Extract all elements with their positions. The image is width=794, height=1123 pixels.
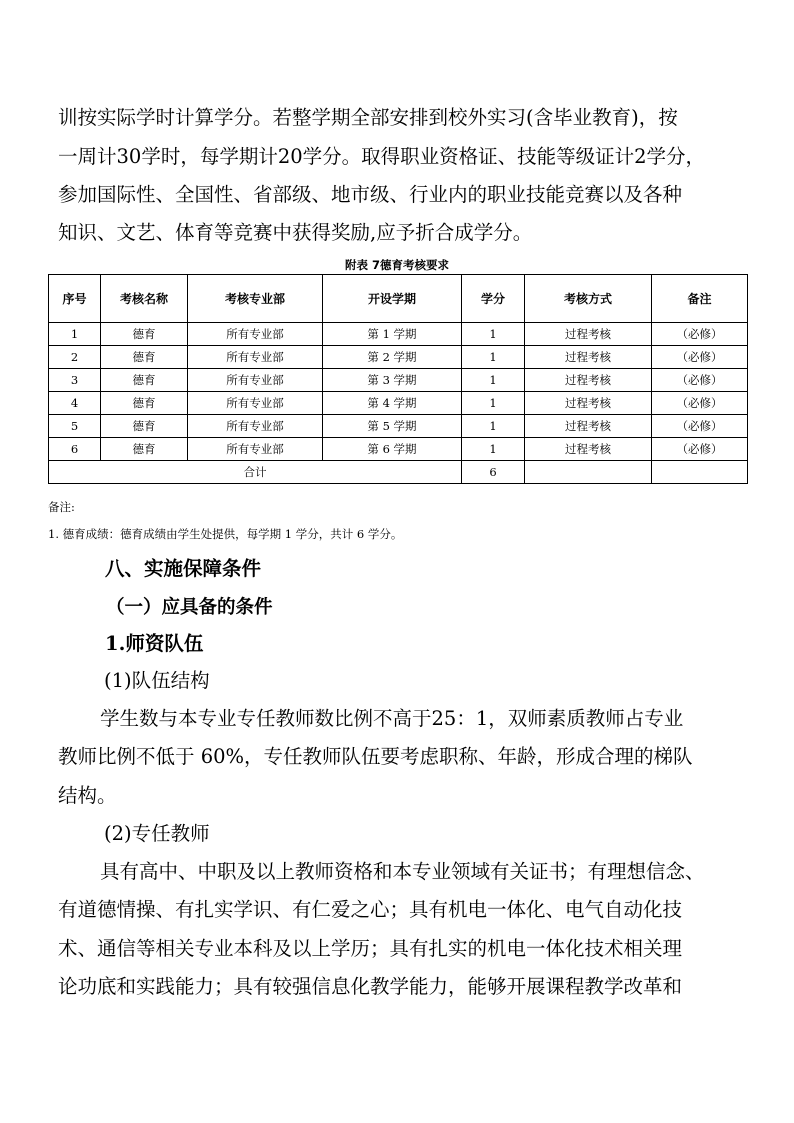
cell-department: 所有专业部 <box>188 323 323 346</box>
item-title: (1)队伍结构 <box>104 669 210 692</box>
header-remark: 备注 <box>652 275 748 323</box>
cell-index: 4 <box>49 392 101 415</box>
section-subheading: （一）应具备的条件 <box>106 597 273 618</box>
cell-semester: 第 5 学期 <box>323 415 462 438</box>
cell-department: 所有专业部 <box>188 346 323 369</box>
cell-remark: （必修） <box>652 346 748 369</box>
cell-name: 德育 <box>101 369 188 392</box>
cell-remark: （必修） <box>652 392 748 415</box>
section-subsubheading: 1.师资队伍 <box>105 632 204 655</box>
total-empty-cell <box>652 461 748 484</box>
cell-semester: 第 6 学期 <box>323 438 462 461</box>
table-row <box>49 369 748 392</box>
cell-index: 5 <box>49 415 101 438</box>
paragraph-line: 有道德情操、有扎实学识、有仁爱之心；具有机电一体化、电气自动化技 <box>58 898 683 921</box>
header-semester: 开设学期 <box>323 275 462 323</box>
cell-name: 德育 <box>101 438 188 461</box>
header-name: 考核名称 <box>101 275 188 323</box>
notes-item: 1. 德育成绩：德育成绩由学生处提供，每学期 1 学分，共计 6 学分。 <box>48 527 403 541</box>
table-caption: 附表 7德育考核要求 <box>344 258 449 272</box>
header-method: 考核方式 <box>525 275 652 323</box>
cell-remark: （必修） <box>652 369 748 392</box>
paragraph-line: 术、通信等相关专业本科及以上学历；具有扎实的机电一体化技术相关理 <box>58 937 683 960</box>
cell-index: 1 <box>49 323 101 346</box>
table-row <box>49 415 748 438</box>
paragraph-line: 学生数与本专业专任教师数比例不高于25：1，双师素质教师占专业 <box>100 707 684 730</box>
section-heading: 八、实施保障条件 <box>105 557 262 580</box>
paragraph-line: 具有高中、中职及以上教师资格和本专业领域有关证书；有理想信念、 <box>100 860 705 883</box>
cell-name: 德育 <box>101 415 188 438</box>
paragraph-line: 一周计30学时，每学期计20学分。取得职业资格证、技能等级证计2学分， <box>58 145 706 168</box>
paragraph-line: 结构。 <box>58 784 117 807</box>
cell-index: 6 <box>49 438 101 461</box>
cell-department: 所有专业部 <box>188 415 323 438</box>
paragraph-line: 参加国际性、全国性、省部级、地市级、行业内的职业技能竞赛以及各种 <box>58 183 683 206</box>
cell-semester: 第 2 学期 <box>323 346 462 369</box>
cell-credits: 1 <box>462 415 525 438</box>
cell-semester: 第 1 学期 <box>323 323 462 346</box>
moral-education-table <box>48 274 748 484</box>
cell-index: 2 <box>49 346 101 369</box>
total-empty-cell <box>525 461 652 484</box>
cell-method: 过程考核 <box>525 369 652 392</box>
cell-method: 过程考核 <box>525 438 652 461</box>
cell-semester: 第 4 学期 <box>323 392 462 415</box>
total-credits: 6 <box>462 461 525 484</box>
cell-remark: （必修） <box>652 323 748 346</box>
cell-department: 所有专业部 <box>188 392 323 415</box>
paragraph-line: 教师比例不低于 60%，专任教师队伍要考虑职称、年龄，形成合理的梯队 <box>58 745 693 768</box>
table-row <box>49 323 748 346</box>
table-row <box>49 392 748 415</box>
cell-remark: （必修） <box>652 438 748 461</box>
paragraph-line: 训按实际学时计算学分。若整学期全部安排到校外实习(含毕业教育)，按 <box>58 106 678 129</box>
cell-credits: 1 <box>462 323 525 346</box>
item-title: (2)专任教师 <box>104 822 210 845</box>
table-row <box>49 438 748 461</box>
table-header-row <box>49 275 748 323</box>
cell-name: 德育 <box>101 346 188 369</box>
cell-method: 过程考核 <box>525 415 652 438</box>
cell-name: 德育 <box>101 392 188 415</box>
header-department: 考核专业部 <box>188 275 323 323</box>
cell-department: 所有专业部 <box>188 438 323 461</box>
notes-title: 备注: <box>48 500 75 514</box>
paragraph-line: 知识、文艺、体育等竞赛中获得奖励,应予折合成学分。 <box>58 221 533 244</box>
total-label: 合计 <box>49 461 462 484</box>
cell-department: 所有专业部 <box>188 369 323 392</box>
cell-semester: 第 3 学期 <box>323 369 462 392</box>
table-total-row <box>49 461 748 484</box>
cell-credits: 1 <box>462 369 525 392</box>
cell-credits: 1 <box>462 438 525 461</box>
header-index: 序号 <box>49 275 101 323</box>
cell-credits: 1 <box>462 392 525 415</box>
cell-name: 德育 <box>101 323 188 346</box>
cell-method: 过程考核 <box>525 392 652 415</box>
cell-remark: （必修） <box>652 415 748 438</box>
paragraph-line: 论功底和实践能力；具有较强信息化教学能力，能够开展课程教学改革和 <box>58 975 683 998</box>
cell-method: 过程考核 <box>525 346 652 369</box>
cell-index: 3 <box>49 369 101 392</box>
header-credits: 学分 <box>462 275 525 323</box>
cell-method: 过程考核 <box>525 323 652 346</box>
table-row <box>49 346 748 369</box>
cell-credits: 1 <box>462 346 525 369</box>
